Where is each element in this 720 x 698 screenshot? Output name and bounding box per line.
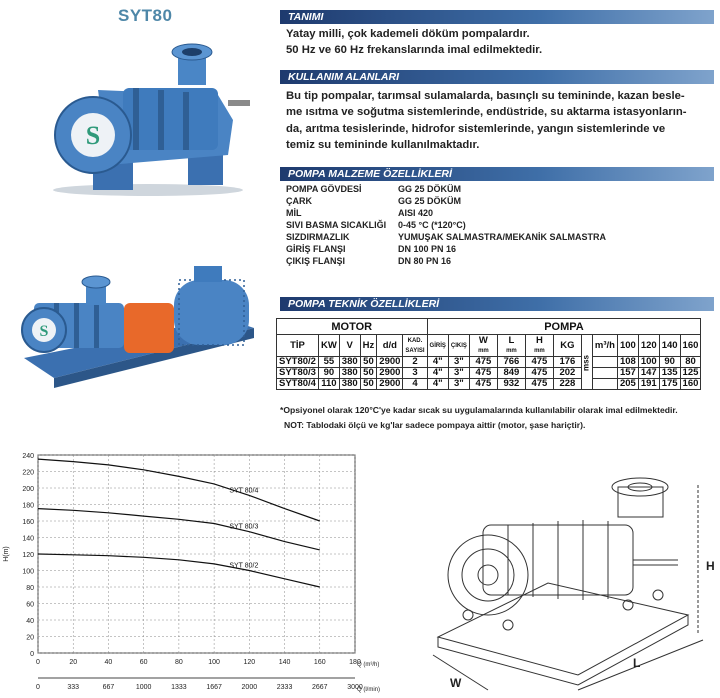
- col-hz: Hz: [360, 335, 377, 357]
- x2-tick-label: 3000: [347, 684, 363, 691]
- series-label: SYT 80/3: [229, 523, 259, 531]
- cell-kad: 3: [403, 368, 427, 379]
- material-label: GİRİŞ FLANŞI: [286, 244, 346, 254]
- table-row: [277, 379, 701, 390]
- material-label: ÇARK: [286, 196, 312, 206]
- col-h-label: H: [535, 334, 543, 346]
- x2-tick-label: 333: [67, 684, 80, 691]
- section-bar-malzeme: POMPA MALZEME ÖZELLİKLERİ: [280, 167, 714, 181]
- material-value: YUMUŞAK SALMASTRA/MEKANİK SALMASTRA: [398, 232, 606, 242]
- cell-q100: 157: [617, 368, 638, 379]
- y-tick-label: 240: [22, 453, 34, 460]
- material-label: SIVI BASMA SICAKLIĞI: [286, 220, 387, 230]
- cell-q160: 80: [680, 357, 701, 368]
- x-tick-label: 180: [349, 659, 361, 666]
- pompa-header: POMPA: [427, 319, 701, 335]
- cell-q100: 108: [617, 357, 638, 368]
- series-label: SYT 80/2: [229, 562, 259, 570]
- cell-dd: 2900: [377, 379, 403, 390]
- col-mss: [581, 335, 592, 390]
- pump-photo-2: [14, 258, 264, 388]
- cell-q160: 160: [680, 379, 701, 390]
- cell-q140: 175: [659, 379, 680, 390]
- y-tick-label: 60: [26, 601, 34, 609]
- cell-kw: 90: [318, 368, 339, 379]
- cell-cikis: 3": [448, 357, 469, 368]
- x-tick-label: 40: [104, 659, 113, 666]
- cell-tip: SYT80/2: [277, 357, 319, 368]
- unit-mm: mm: [534, 347, 545, 354]
- x-tick-label: 140: [278, 659, 291, 666]
- y-tick-label: 40: [26, 618, 34, 625]
- cell-v: 380: [339, 357, 360, 368]
- x2-tick-label: 1333: [171, 684, 187, 691]
- note-optional: *Opsiyonel olarak 120°C'ye kadar sıcak su uygulamalarında kullanılabilir olarak imal edilmektedir.: [280, 405, 678, 415]
- material-label: POMPA GÖVDESİ: [286, 184, 362, 194]
- pump-technical-drawing: [428, 465, 720, 698]
- note-dimensions: NOT: Tablodaki ölçü ve kg'lar sadece pompaya aittir (motor, şase hariçtir).: [284, 420, 586, 430]
- cell-w: 475: [469, 368, 497, 379]
- kullanim-line: me ısıtma ve soğutma sistemlerinde, endüstride, su aktarma istasyonların-: [286, 106, 687, 119]
- cell-h: 475: [525, 368, 553, 379]
- cell-cikis: 3": [448, 368, 469, 379]
- cell-kg: 176: [553, 357, 581, 368]
- cell-dd: 2900: [377, 357, 403, 368]
- y-tick-label: 120: [22, 552, 34, 559]
- x2-axis-label: Q (l/min): [357, 687, 380, 693]
- x2-tick-label: 0: [36, 684, 40, 691]
- y-tick-label: 180: [22, 502, 34, 510]
- y-tick-label: 20: [26, 634, 34, 642]
- x2-tick-label: 2667: [311, 684, 328, 691]
- cell-kad: 4: [403, 379, 427, 390]
- x2-tick-label: 1000: [135, 684, 152, 691]
- cell-q120: 147: [638, 368, 659, 379]
- cell-q160: 125: [680, 368, 701, 379]
- material-label: MİL: [286, 208, 302, 218]
- material-value: 0-45 °C (*120°C): [398, 220, 466, 230]
- cell-q100: 205: [617, 379, 638, 390]
- cell-giris: 4": [427, 368, 448, 379]
- col-kad: [403, 335, 427, 357]
- cell-q120: 100: [638, 357, 659, 368]
- col-q160: 160: [680, 335, 701, 357]
- table-row: [277, 368, 701, 379]
- col-giris-label: GİRİŞ: [429, 342, 446, 349]
- tech-table: [276, 318, 701, 390]
- kullanim-line: da, arıtma tesislerinde, hidrofor sistemlerinde, yangın sistemlerinde ve: [286, 122, 666, 135]
- cell-q120: 191: [638, 379, 659, 390]
- material-value: DN 80 PN 16: [398, 256, 452, 266]
- y-axis-label: H(m): [3, 546, 10, 562]
- cell-l: 849: [497, 368, 525, 379]
- material-value: GG 25 DÖKÜM: [398, 196, 462, 206]
- kullanim-text: [286, 88, 687, 154]
- y-tick-label: 160: [22, 519, 34, 526]
- col-v: V: [339, 335, 360, 357]
- cell-hz: 50: [360, 379, 377, 390]
- tanimi-line: Yatay milli, çok kademeli döküm pompalardır.: [286, 28, 530, 40]
- dim-h-label: H: [706, 559, 715, 573]
- y-tick-label: 80: [26, 585, 34, 592]
- table-row: [277, 357, 701, 368]
- cell-m3h: [592, 357, 617, 368]
- col-l: [497, 335, 525, 357]
- cell-tip: SYT80/4: [277, 379, 319, 390]
- x-tick-label: 120: [243, 659, 256, 666]
- kullanim-line: Bu tip pompalar, tarımsal sulamalarda, basınçlı su temininde, kazan besle-: [286, 90, 685, 102]
- dim-l-label: L: [633, 656, 641, 670]
- model-title: SYT80: [118, 6, 173, 25]
- x2-tick-label: 667: [102, 684, 115, 691]
- col-tip: TİP: [277, 335, 319, 357]
- cell-kg: 228: [553, 379, 581, 390]
- cell-kw: 55: [318, 357, 339, 368]
- motor-header: MOTOR: [277, 319, 428, 335]
- col-q120: 120: [638, 335, 659, 357]
- col-h: [525, 335, 553, 357]
- x-tick-label: 60: [139, 659, 148, 666]
- cell-v: 380: [339, 368, 360, 379]
- col-cikis-label: ÇIKIŞ: [450, 342, 467, 349]
- cell-w: 475: [469, 379, 497, 390]
- col-w: [469, 335, 497, 357]
- y-tick-label: 100: [22, 568, 34, 576]
- section-bar-kullanim: KULLANIM ALANLARI: [280, 70, 714, 84]
- material-label: SIZDIRMAZLIK: [286, 232, 350, 242]
- x2-tick-label: 2333: [276, 684, 293, 691]
- x2-tick-label: 2000: [241, 684, 258, 691]
- cell-m3h: [592, 368, 617, 379]
- x-tick-label: 160: [313, 659, 326, 666]
- x-tick-label: 100: [208, 659, 220, 666]
- cell-l: 766: [497, 357, 525, 368]
- col-q100: 100: [617, 335, 638, 357]
- col-kw: KW: [318, 335, 339, 357]
- cell-tip: SYT80/3: [277, 368, 319, 379]
- unit-mm: mm: [506, 347, 517, 354]
- x-tick-label: 80: [174, 659, 183, 666]
- y-tick-label: 200: [22, 486, 34, 493]
- col-kad-line2: SAYISI: [405, 347, 425, 354]
- pump-photo-1: [38, 40, 258, 200]
- x-tick-label: 20: [69, 659, 78, 666]
- cell-q140: 135: [659, 368, 680, 379]
- series-label: SYT 80/4: [229, 487, 259, 495]
- material-value: GG 25 DÖKÜM: [398, 184, 462, 194]
- cell-kg: 202: [553, 368, 581, 379]
- kullanim-line: temiz su temininde kullanılmaktadır.: [286, 139, 480, 152]
- x-tick-label: 0: [36, 659, 40, 666]
- material-value: DN 100 PN 16: [398, 244, 457, 254]
- cell-v: 380: [339, 379, 360, 390]
- svg-text:S: S: [39, 323, 49, 340]
- col-q140: 140: [659, 335, 680, 357]
- section-bar-teknik: POMPA TEKNİK ÖZELLİKLERİ: [280, 297, 714, 311]
- col-kad-line1: KAD.: [407, 337, 423, 344]
- cell-w: 475: [469, 357, 497, 368]
- material-label: ÇIKIŞ FLANŞI: [286, 256, 346, 266]
- tanimi-line: 50 Hz ve 60 Hz frekanslarında imal edilmektedir.: [286, 44, 543, 57]
- unit-mss: mss: [581, 354, 591, 371]
- unit-mm: mm: [478, 347, 489, 354]
- col-cikis: [448, 335, 469, 357]
- cell-cikis: 3": [448, 379, 469, 390]
- cell-giris: 4": [427, 379, 448, 390]
- col-kg: KG: [553, 335, 581, 357]
- cell-m3h: [592, 379, 617, 390]
- x2-tick-label: 1667: [206, 684, 222, 691]
- cell-l: 932: [497, 379, 525, 390]
- col-l-label: L: [508, 334, 515, 346]
- cell-q140: 90: [659, 357, 680, 368]
- cell-kw: 110: [318, 379, 339, 390]
- performance-chart: [0, 445, 380, 698]
- dim-w-label: W: [450, 676, 462, 690]
- y-tick-label: 220: [22, 469, 34, 477]
- logo-s: S: [85, 121, 101, 150]
- y-tick-label: 140: [22, 535, 34, 543]
- col-w-label: W: [478, 334, 488, 346]
- col-giris: [427, 335, 448, 357]
- y-tick-label: 0: [30, 651, 34, 658]
- cell-dd: 2900: [377, 368, 403, 379]
- material-value: AISI 420: [398, 208, 434, 218]
- cell-kad: 2: [403, 357, 427, 368]
- tanimi-text: [286, 26, 542, 59]
- section-bar-tanimi: TANIMI: [280, 10, 714, 24]
- cell-h: 475: [525, 379, 553, 390]
- cell-h: 475: [525, 357, 553, 368]
- col-m3h: m³/h: [592, 335, 617, 357]
- col-dd: d/d: [377, 335, 403, 357]
- cell-hz: 50: [360, 368, 377, 379]
- x-axis-label: Q (m³/h): [357, 662, 380, 668]
- cell-giris: 4": [427, 357, 448, 368]
- cell-hz: 50: [360, 357, 377, 368]
